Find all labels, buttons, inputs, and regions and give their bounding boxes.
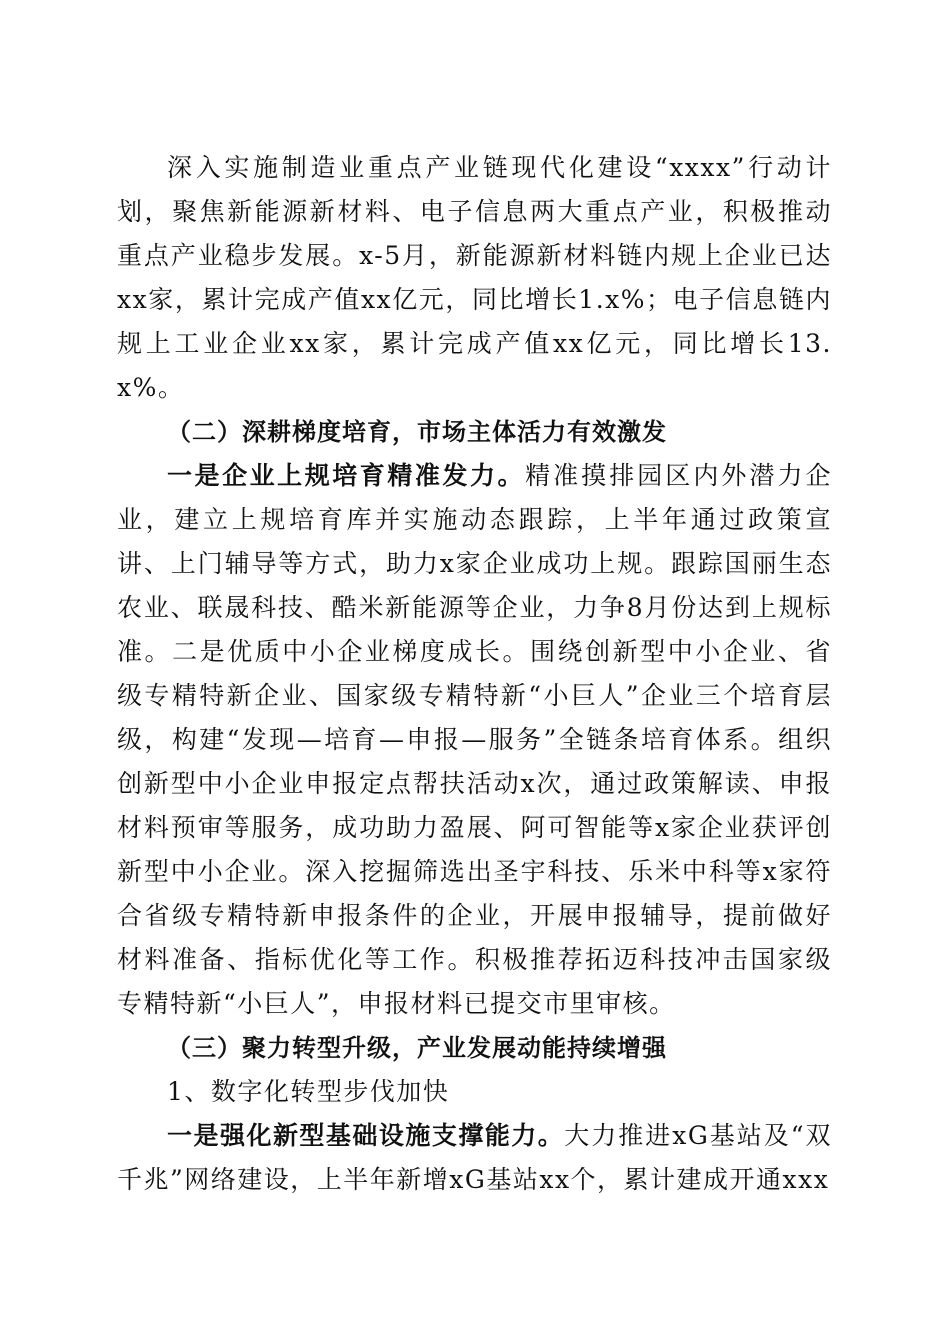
paragraph-industry-chain: 深入实施制造业重点产业链现代化建设“xxxx”行动计划，聚焦新能源新材料、电子信息两大重点产业，积极推动重点产业稳步发展。x-5月，新能源新材料链内规上企业已达xx家，累计完成产值xx亿元，同比增长1.x%；电子信息链内规上工业企业xx家，累计完成产值xx亿元，同比增长13.x%。 [117,153,832,402]
section-heading-3: （三）聚力转型升级，产业发展动能持续增强 [167,1034,667,1062]
paragraph-lead-text: 一是强化新型基础设施支撑能力。 [167,1121,565,1150]
paragraph-infrastructure [117,1114,832,1202]
paragraph-body-text: 精准摸排园区内外潜力企业，建立上规培育库并实施动态跟踪，上半年通过政策宣讲、上门辅导等方式，助力x家企业成功上规。跟踪国丽生态农业、联晟科技、酷米新能源等企业，力争8月份达到上规标准。二是优质中小企业梯度成长。围绕创新型中小企业、省级专精特新企业、国家级专精特新“小巨人”企业三个培育层级，构建“发现—培育—申报—服务”全链条培育体系。组织创新型中小企业申报定点帮扶活动x次，通过政策解读、申报材料预审等服务，成功助力盈展、阿可智能等x家企业获评创新型中小企业。深入挖掘筛选出圣宇科技、乐米中科等x家符合省级专精特新申报条件的企业，开展申报辅导，提前做好材料准备、指标优化等工作。积极推荐拓迈科技冲击国家级专精特新“小巨人”，申报材料已提交市里审核。 [117,461,832,1018]
subsection-heading-digital: 1、数字化转型步伐加快 [167,1077,450,1106]
paragraph-lead-text: 一是企业上规培育精准发力。 [167,461,526,490]
document-body [117,146,832,1202]
section-heading-2: （二）深耕梯度培育，市场主体活力有效激发 [167,418,667,446]
paragraph-body-text: 大力推进xG基站及“双千兆”网络建设，上半年新增xG基站xx个，累计建成开通xxx [117,1121,832,1194]
paragraph-enterprise-cultivation [117,454,832,1026]
